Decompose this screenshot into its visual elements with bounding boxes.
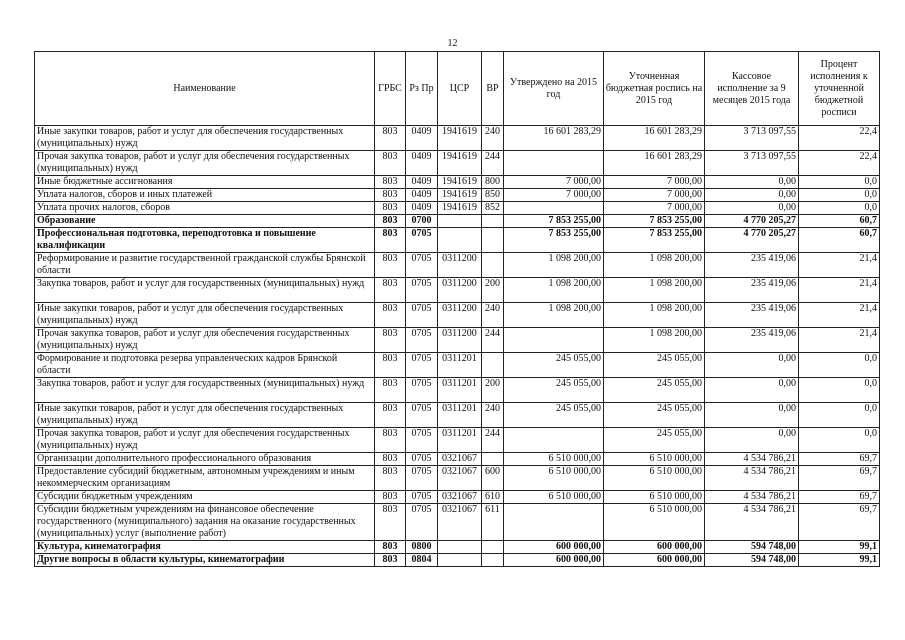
cell-csr: 0311200 (438, 303, 482, 328)
cell-cash: 235 419,06 (705, 303, 799, 328)
table-row (35, 491, 880, 504)
cell-percent: 60,7 (799, 215, 880, 228)
cell-name: Образование (35, 215, 375, 228)
table-row (35, 453, 880, 466)
cell-cash: 0,00 (705, 378, 799, 403)
cell-csr: 0311201 (438, 378, 482, 403)
cell-grbs: 803 (375, 228, 406, 253)
cell-grbs: 803 (375, 353, 406, 378)
table-row (35, 278, 880, 303)
cell-grbs: 803 (375, 428, 406, 453)
cell-refined: 7 000,00 (604, 176, 705, 189)
cell-percent: 0,0 (799, 428, 880, 453)
cell-rzpr: 0705 (406, 228, 438, 253)
cell-grbs: 803 (375, 189, 406, 202)
cell-csr: 0311201 (438, 353, 482, 378)
cell-vr (482, 353, 504, 378)
cell-name: Закупка товаров, работ и услуг для государственных (муниципальных) нужд (35, 278, 375, 303)
cell-cash: 3 713 097,55 (705, 151, 799, 176)
cell-percent: 0,0 (799, 202, 880, 215)
cell-grbs: 803 (375, 466, 406, 491)
cell-grbs: 803 (375, 303, 406, 328)
cell-grbs: 803 (375, 504, 406, 541)
cell-csr: 0321067 (438, 491, 482, 504)
cell-name: Прочая закупка товаров, работ и услуг для обеспечения государственных (муниципальных) нужд (35, 328, 375, 353)
cell-name: Профессиональная подготовка, переподготовка и повышение квалификации (35, 228, 375, 253)
cell-csr: 1941619 (438, 126, 482, 151)
cell-refined: 16 601 283,29 (604, 126, 705, 151)
cell-vr (482, 541, 504, 554)
cell-grbs: 803 (375, 403, 406, 428)
header-refined: Уточненная бюджетная роспись на 2015 год (604, 52, 705, 126)
table-row (35, 176, 880, 189)
cell-vr: 600 (482, 466, 504, 491)
cell-approved: 16 601 283,29 (504, 126, 604, 151)
cell-approved: 600 000,00 (504, 541, 604, 554)
header-rzpr: Рз Пр (406, 52, 438, 126)
cell-refined: 1 098 200,00 (604, 303, 705, 328)
cell-vr: 244 (482, 328, 504, 353)
cell-approved (504, 202, 604, 215)
header-cash: Кассовое исполнение за 9 месяцев 2015 года (705, 52, 799, 126)
cell-grbs: 803 (375, 151, 406, 176)
cell-percent: 69,7 (799, 504, 880, 541)
table-row (35, 253, 880, 278)
cell-percent: 22,4 (799, 151, 880, 176)
cell-rzpr: 0800 (406, 541, 438, 554)
cell-approved: 6 510 000,00 (504, 491, 604, 504)
cell-csr: 0321067 (438, 504, 482, 541)
cell-cash: 3 713 097,55 (705, 126, 799, 151)
cell-name: Уплата прочих налогов, сборов (35, 202, 375, 215)
table-row (35, 353, 880, 378)
cell-approved: 600 000,00 (504, 554, 604, 567)
cell-rzpr: 0705 (406, 253, 438, 278)
cell-name: Иные бюджетные ассигнования (35, 176, 375, 189)
cell-grbs: 803 (375, 378, 406, 403)
cell-csr (438, 228, 482, 253)
cell-refined: 1 098 200,00 (604, 253, 705, 278)
cell-cash: 4 770 205,27 (705, 228, 799, 253)
cell-approved (504, 504, 604, 541)
cell-refined: 1 098 200,00 (604, 278, 705, 303)
cell-rzpr: 0705 (406, 466, 438, 491)
cell-refined: 245 055,00 (604, 353, 705, 378)
cell-vr: 850 (482, 189, 504, 202)
cell-csr: 0311200 (438, 328, 482, 353)
cell-percent: 99,1 (799, 554, 880, 567)
table-row (35, 228, 880, 253)
cell-percent: 21,4 (799, 253, 880, 278)
cell-name: Закупка товаров, работ и услуг для государственных (муниципальных) нужд (35, 378, 375, 403)
cell-percent: 0,0 (799, 176, 880, 189)
cell-approved (504, 328, 604, 353)
cell-grbs: 803 (375, 215, 406, 228)
cell-name: Иные закупки товаров, работ и услуг для обеспечения государственных (муниципальных) нужд (35, 403, 375, 428)
cell-name: Субсидии бюджетным учреждениям (35, 491, 375, 504)
table-row (35, 403, 880, 428)
cell-cash: 0,00 (705, 189, 799, 202)
cell-cash: 0,00 (705, 403, 799, 428)
cell-csr (438, 554, 482, 567)
cell-approved: 245 055,00 (504, 403, 604, 428)
cell-rzpr: 0409 (406, 189, 438, 202)
cell-percent: 22,4 (799, 126, 880, 151)
header-csr: ЦСР (438, 52, 482, 126)
header-grbs: ГРБС (375, 52, 406, 126)
cell-rzpr: 0409 (406, 151, 438, 176)
cell-rzpr: 0705 (406, 403, 438, 428)
cell-name: Иные закупки товаров, работ и услуг для обеспечения государственных (муниципальных) нужд (35, 303, 375, 328)
cell-rzpr: 0705 (406, 353, 438, 378)
header-percent: Процент исполнения к уточненной бюджетной росписи (799, 52, 880, 126)
cell-vr: 800 (482, 176, 504, 189)
header-vr: ВР (482, 52, 504, 126)
table-row (35, 378, 880, 403)
cell-approved (504, 151, 604, 176)
cell-rzpr: 0705 (406, 378, 438, 403)
cell-csr: 0311201 (438, 403, 482, 428)
cell-vr: 200 (482, 378, 504, 403)
table-row (35, 151, 880, 176)
cell-percent: 69,7 (799, 491, 880, 504)
cell-vr (482, 228, 504, 253)
cell-grbs: 803 (375, 541, 406, 554)
table-row (35, 466, 880, 491)
cell-approved (504, 428, 604, 453)
cell-rzpr: 0409 (406, 176, 438, 189)
cell-cash: 4 534 786,21 (705, 453, 799, 466)
cell-name: Предоставление субсидий бюджетным, автономным учреждениям и иным некоммерческим организациям (35, 466, 375, 491)
cell-cash: 0,00 (705, 176, 799, 189)
cell-vr (482, 453, 504, 466)
cell-csr: 1941619 (438, 189, 482, 202)
table-row (35, 554, 880, 567)
cell-refined: 1 098 200,00 (604, 328, 705, 353)
cell-vr (482, 215, 504, 228)
table-row (35, 328, 880, 353)
cell-cash: 4 534 786,21 (705, 491, 799, 504)
cell-cash: 4 770 205,27 (705, 215, 799, 228)
cell-csr: 1941619 (438, 151, 482, 176)
cell-rzpr: 0705 (406, 278, 438, 303)
cell-vr (482, 554, 504, 567)
cell-name: Другие вопросы в области культуры, кинематографии (35, 554, 375, 567)
cell-grbs: 803 (375, 202, 406, 215)
cell-rzpr: 0705 (406, 453, 438, 466)
cell-name: Формирование и подготовка резерва управленческих кадров Брянской области (35, 353, 375, 378)
cell-csr: 1941619 (438, 176, 482, 189)
cell-percent: 21,4 (799, 328, 880, 353)
cell-csr: 0321067 (438, 453, 482, 466)
cell-approved: 245 055,00 (504, 353, 604, 378)
cell-csr: 0311200 (438, 253, 482, 278)
cell-refined: 7 853 255,00 (604, 215, 705, 228)
cell-percent: 0,0 (799, 378, 880, 403)
cell-name: Прочая закупка товаров, работ и услуг для обеспечения государственных (муниципальных) нужд (35, 151, 375, 176)
cell-name: Организации дополнительного профессионального образования (35, 453, 375, 466)
cell-rzpr: 0700 (406, 215, 438, 228)
cell-rzpr: 0705 (406, 328, 438, 353)
cell-refined: 7 853 255,00 (604, 228, 705, 253)
header-row (35, 52, 880, 126)
cell-grbs: 803 (375, 554, 406, 567)
cell-grbs: 803 (375, 253, 406, 278)
cell-approved: 6 510 000,00 (504, 466, 604, 491)
table-row (35, 428, 880, 453)
cell-rzpr: 0409 (406, 126, 438, 151)
cell-cash: 594 748,00 (705, 541, 799, 554)
cell-percent: 21,4 (799, 303, 880, 328)
cell-refined: 6 510 000,00 (604, 453, 705, 466)
cell-percent: 99,1 (799, 541, 880, 554)
cell-cash: 4 534 786,21 (705, 466, 799, 491)
cell-cash: 4 534 786,21 (705, 504, 799, 541)
cell-grbs: 803 (375, 453, 406, 466)
budget-table (34, 51, 880, 567)
cell-name: Культура, кинематография (35, 541, 375, 554)
cell-grbs: 803 (375, 176, 406, 189)
cell-vr (482, 253, 504, 278)
cell-approved: 7 000,00 (504, 189, 604, 202)
cell-cash: 0,00 (705, 428, 799, 453)
table-row (35, 504, 880, 541)
cell-rzpr: 0705 (406, 504, 438, 541)
table-row (35, 126, 880, 151)
cell-rzpr: 0705 (406, 491, 438, 504)
cell-vr: 200 (482, 278, 504, 303)
cell-refined: 7 000,00 (604, 202, 705, 215)
cell-name: Иные закупки товаров, работ и услуг для обеспечения государственных (муниципальных) нужд (35, 126, 375, 151)
cell-name: Реформирование и развитие государственной гражданской службы Брянской области (35, 253, 375, 278)
cell-approved: 1 098 200,00 (504, 303, 604, 328)
cell-percent: 69,7 (799, 466, 880, 491)
table-row (35, 202, 880, 215)
cell-refined: 7 000,00 (604, 189, 705, 202)
header-name: Наименование (35, 52, 375, 126)
table-row (35, 189, 880, 202)
cell-vr: 244 (482, 151, 504, 176)
cell-grbs: 803 (375, 328, 406, 353)
cell-percent: 21,4 (799, 278, 880, 303)
cell-csr (438, 541, 482, 554)
cell-grbs: 803 (375, 491, 406, 504)
table-row (35, 541, 880, 554)
cell-rzpr: 0705 (406, 303, 438, 328)
cell-cash: 0,00 (705, 353, 799, 378)
cell-refined: 600 000,00 (604, 541, 705, 554)
cell-name: Прочая закупка товаров, работ и услуг для обеспечения государственных (муниципальных) нужд (35, 428, 375, 453)
header-approved: Утверждено на 2015 год (504, 52, 604, 126)
page-number: 12 (447, 38, 458, 49)
cell-approved: 245 055,00 (504, 378, 604, 403)
cell-percent: 60,7 (799, 228, 880, 253)
cell-refined: 600 000,00 (604, 554, 705, 567)
cell-rzpr: 0409 (406, 202, 438, 215)
cell-vr: 240 (482, 403, 504, 428)
cell-csr: 0311201 (438, 428, 482, 453)
cell-grbs: 803 (375, 126, 406, 151)
table-row (35, 215, 880, 228)
cell-refined: 245 055,00 (604, 378, 705, 403)
cell-cash: 594 748,00 (705, 554, 799, 567)
cell-approved: 7 853 255,00 (504, 215, 604, 228)
cell-refined: 245 055,00 (604, 428, 705, 453)
cell-csr (438, 215, 482, 228)
cell-cash: 235 419,06 (705, 278, 799, 303)
table-row (35, 303, 880, 328)
cell-vr: 240 (482, 303, 504, 328)
cell-refined: 6 510 000,00 (604, 504, 705, 541)
cell-vr: 610 (482, 491, 504, 504)
cell-vr: 611 (482, 504, 504, 541)
cell-refined: 16 601 283,29 (604, 151, 705, 176)
cell-rzpr: 0804 (406, 554, 438, 567)
cell-grbs: 803 (375, 278, 406, 303)
cell-percent: 69,7 (799, 453, 880, 466)
cell-approved: 1 098 200,00 (504, 253, 604, 278)
cell-percent: 0,0 (799, 403, 880, 428)
cell-approved: 7 853 255,00 (504, 228, 604, 253)
cell-vr: 240 (482, 126, 504, 151)
cell-percent: 0,0 (799, 189, 880, 202)
cell-cash: 235 419,06 (705, 328, 799, 353)
cell-csr: 1941619 (438, 202, 482, 215)
cell-refined: 6 510 000,00 (604, 491, 705, 504)
cell-refined: 245 055,00 (604, 403, 705, 428)
cell-approved: 7 000,00 (504, 176, 604, 189)
cell-cash: 235 419,06 (705, 253, 799, 278)
cell-rzpr: 0705 (406, 428, 438, 453)
cell-vr: 244 (482, 428, 504, 453)
cell-name: Субсидии бюджетным учреждениям на финансовое обеспечение государственного (муниципального) задания на оказание государственных (муниципальных) услуг (выполнение работ) (35, 504, 375, 541)
cell-csr: 0311200 (438, 278, 482, 303)
cell-csr: 0321067 (438, 466, 482, 491)
cell-approved: 1 098 200,00 (504, 278, 604, 303)
cell-vr: 852 (482, 202, 504, 215)
cell-name: Уплата налогов, сборов и иных платежей (35, 189, 375, 202)
cell-percent: 0,0 (799, 353, 880, 378)
cell-approved: 6 510 000,00 (504, 453, 604, 466)
cell-refined: 6 510 000,00 (604, 466, 705, 491)
cell-cash: 0,00 (705, 202, 799, 215)
